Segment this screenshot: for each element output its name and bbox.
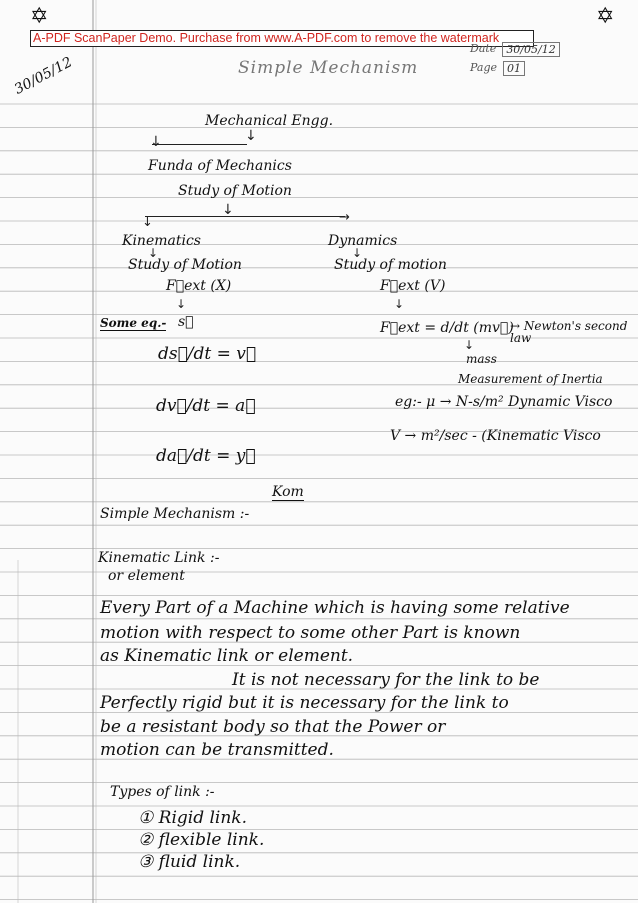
inertia-label: Measurement of Inertia xyxy=(458,372,603,386)
mass-label: mass xyxy=(466,352,497,366)
kinematic-eq-2: dv⃗/dt = a⃗ xyxy=(156,396,256,416)
kinematic-viscosity-eq: V → m²/sec - (Kinematic Visco xyxy=(390,428,601,444)
type-item: ② flexible link. xyxy=(138,830,265,850)
date-box xyxy=(470,42,588,88)
arrow-down-icon: ↓ xyxy=(394,297,405,311)
type-item: ③ fluid link. xyxy=(138,852,241,872)
tree-level1: Funda of Mechanics xyxy=(148,158,292,174)
page-label: Page xyxy=(470,61,498,74)
arrow-down-icon: ↓ xyxy=(176,297,187,311)
tree-right-sub: Study of motion xyxy=(334,257,447,273)
fext-equation: F⃗ext = d/dt (mv⃗) xyxy=(380,320,514,336)
arrow-down-icon: ↓ xyxy=(148,246,159,260)
para-line: Every Part of a Machine which is having some relative xyxy=(100,598,570,618)
arrow-right-icon: → xyxy=(339,210,350,225)
arrow-down-icon: ↓ xyxy=(245,128,257,144)
tree-level2: Study of Motion xyxy=(178,183,292,199)
types-title: Types of link :- xyxy=(110,784,215,800)
side-date: 30/05/12 xyxy=(11,54,75,98)
para-line: It is not necessary for the link to be xyxy=(232,670,540,690)
link-subtitle: or element xyxy=(108,568,185,584)
section-title: Simple Mechanism :- xyxy=(100,506,250,522)
branch-line xyxy=(145,216,345,217)
some-eq-label: Some eq.- xyxy=(100,316,167,330)
tree-left-sub: Study of Motion xyxy=(128,257,242,273)
watermark-banner: A-PDF ScanPaper Demo. Purchase from www.A-PDF.com to remove the watermark xyxy=(30,30,534,47)
s-vector: s⃗ xyxy=(178,314,194,330)
para-line: motion with respect to some other Part is known xyxy=(100,623,521,643)
para-line: motion can be transmitted. xyxy=(100,740,334,760)
tree-right-branch: Dynamics xyxy=(328,233,398,249)
page-value: 01 xyxy=(503,61,525,76)
para-line: Perfectly rigid but it is necessary for the link to xyxy=(100,693,509,713)
kinematic-eq-3: da⃗/dt = y⃗ xyxy=(156,446,256,466)
arrow-down-icon: ↓ xyxy=(464,338,475,352)
tree-right-fext: F⃗ext (V) xyxy=(380,278,446,294)
type-item: ① Rigid link. xyxy=(138,808,248,828)
tree-left-fext: F⃗ext (X) xyxy=(166,278,232,294)
page-title: Simple Mechanism xyxy=(238,58,419,78)
link-title: Kinematic Link :- xyxy=(98,550,220,566)
para-line: as Kinematic link or element. xyxy=(100,646,354,666)
date-value: 30/05/12 xyxy=(502,42,559,57)
arrow-down-icon: ↓ xyxy=(142,215,153,230)
kom-label: Kom xyxy=(272,484,304,500)
arrow-down-icon: ↓ xyxy=(352,246,363,260)
connector-line xyxy=(152,144,247,145)
tree-root: Mechanical Engg. xyxy=(205,113,334,129)
kinematic-eq-1: ds⃗/dt = v⃗ xyxy=(158,344,257,364)
tree-left-branch: Kinematics xyxy=(122,233,201,249)
star-icon: ✡ xyxy=(596,4,615,29)
arrow-down-icon: ↓ xyxy=(222,202,234,218)
star-icon: ✡ xyxy=(30,4,49,29)
newton-second-law-note: → Newton's second law xyxy=(510,319,628,345)
para-line: be a resistant body so that the Power or xyxy=(100,717,446,737)
date-label: Date xyxy=(470,42,497,55)
dynamic-viscosity-eq: eg:- μ → N-s/m² Dynamic Visco xyxy=(395,394,613,410)
arrow-down-icon: ↓ xyxy=(150,134,162,150)
